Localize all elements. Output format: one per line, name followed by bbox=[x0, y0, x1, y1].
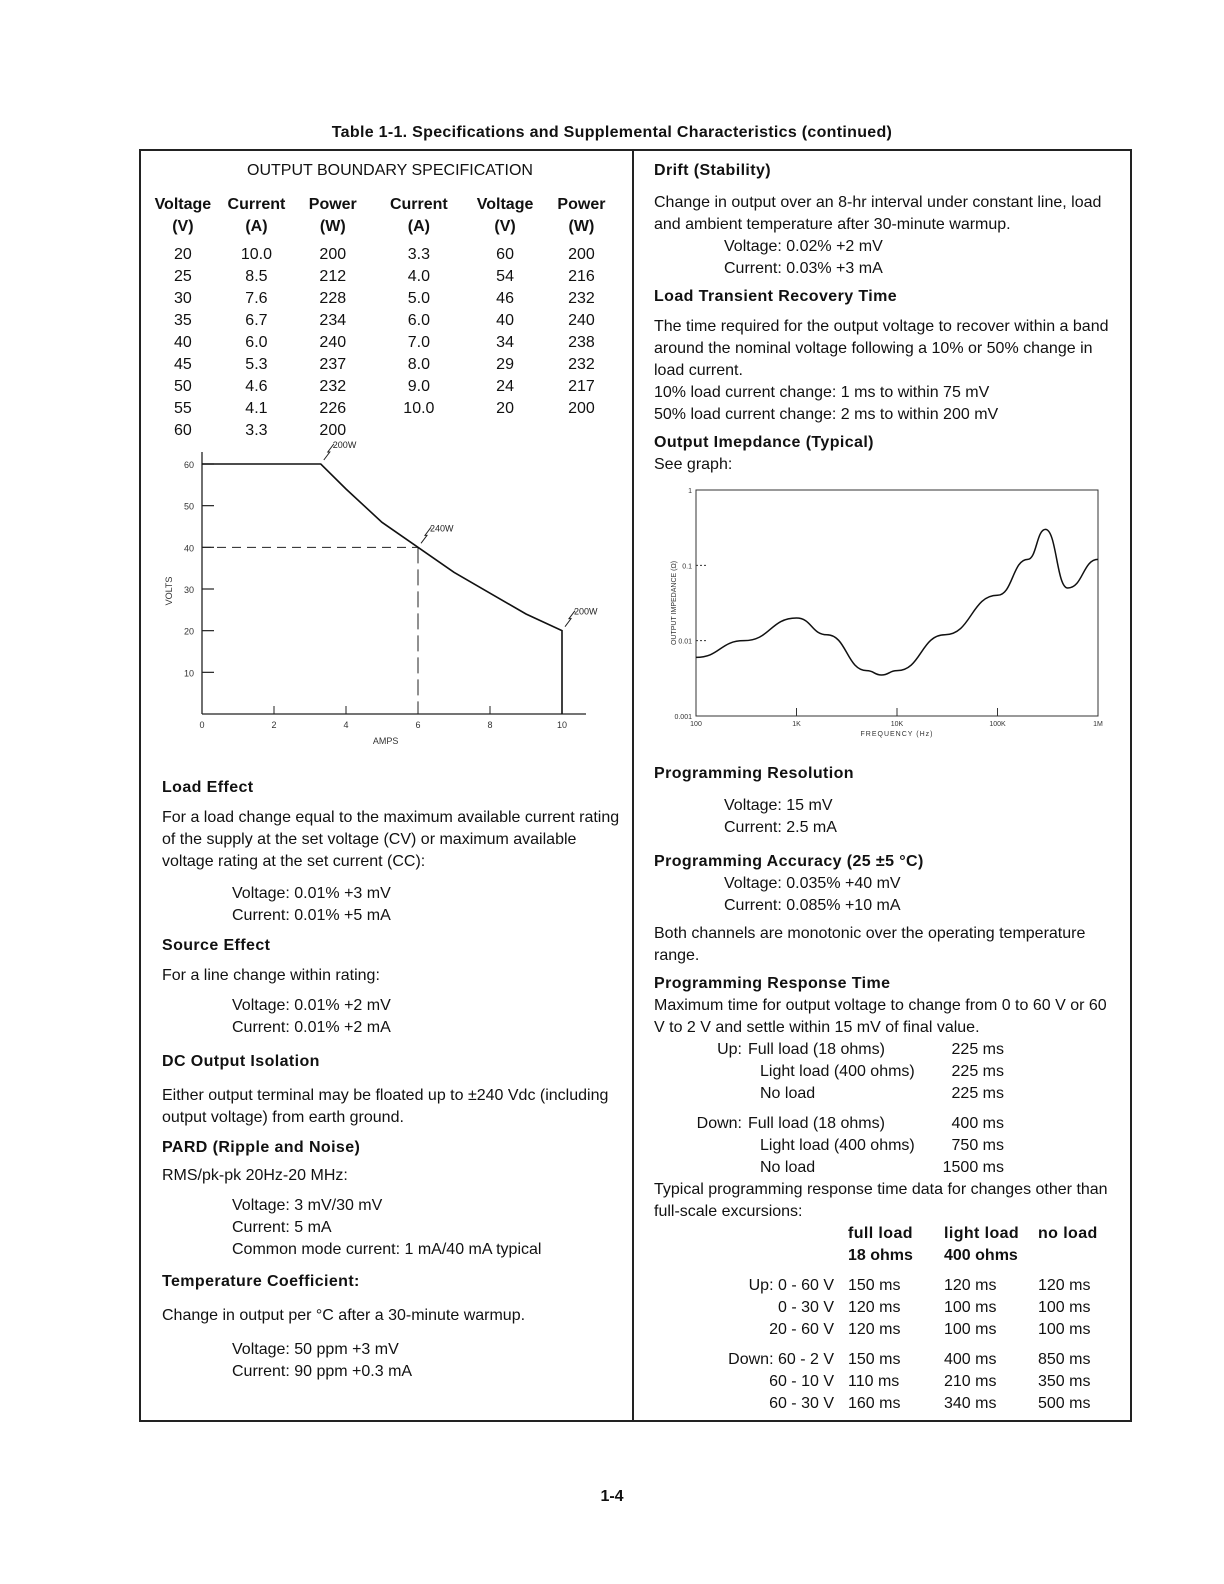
accuracy-heading: Programming Accuracy (25 ±5 °C) bbox=[654, 853, 924, 870]
temp-body: Change in output per °C after a 30-minute warmup. bbox=[162, 1307, 526, 1324]
table-cell: 750 ms bbox=[951, 1137, 1004, 1154]
table-cell: 350 ms bbox=[1038, 1373, 1091, 1390]
table-cell: 850 ms bbox=[1038, 1351, 1091, 1368]
column-header: light load bbox=[944, 1225, 1020, 1242]
table-cell bbox=[654, 1083, 742, 1105]
table-cell: 60 - 10 V bbox=[769, 1373, 834, 1390]
table-cell: No load bbox=[760, 1085, 816, 1102]
table-cell: Power bbox=[308, 196, 357, 213]
left-column bbox=[150, 160, 622, 1383]
table-cell: 4.6 bbox=[245, 378, 268, 395]
table-cell: 50 bbox=[173, 378, 192, 395]
table-cell bbox=[469, 420, 541, 442]
typical-row bbox=[654, 1341, 1114, 1371]
boundary-title: OUTPUT BOUNDARY SPECIFICATION bbox=[247, 162, 533, 179]
x-tick-label: 10K bbox=[890, 721, 904, 728]
temp-heading: Temperature Coefficient: bbox=[162, 1273, 360, 1290]
table-cell: 7.0 bbox=[407, 334, 430, 351]
x-tick-label: 100K bbox=[989, 721, 1006, 728]
table-cell bbox=[654, 1135, 742, 1157]
table-cell: Full load (18 ohms) bbox=[748, 1041, 885, 1058]
typical-subheader-row bbox=[654, 1245, 1114, 1267]
table-cell: 54 bbox=[496, 268, 514, 285]
x-tick-label: 6 bbox=[415, 720, 421, 730]
table-cell: 110 ms bbox=[848, 1373, 900, 1390]
y-tick-label: 20 bbox=[183, 626, 194, 637]
table-cell: 0 - 30 V bbox=[777, 1299, 834, 1316]
response-row bbox=[654, 1135, 1004, 1157]
table-cell: 226 bbox=[319, 400, 347, 417]
typical-row bbox=[654, 1393, 1114, 1415]
table-cell: 240 bbox=[319, 334, 347, 351]
response-row bbox=[654, 1061, 1004, 1083]
load-effect-body: For a load change equal to the maximum available current rating of the supply at the set voltage (CV) or maximum available voltage rating at the set current (CC): bbox=[162, 809, 620, 870]
table-cell: 6.0 bbox=[245, 334, 268, 351]
x-axis-label: FREQUENCY (Hz) bbox=[860, 731, 934, 738]
typical-row bbox=[654, 1275, 1114, 1297]
table-cell: 212 bbox=[319, 268, 347, 285]
output-impedance-chart bbox=[654, 476, 1114, 756]
table-cell: 4.1 bbox=[245, 400, 268, 417]
x-tick-label: 8 bbox=[487, 720, 493, 730]
table-cell: 232 bbox=[568, 290, 595, 307]
table-row bbox=[150, 398, 622, 420]
table-cell: 45 bbox=[173, 356, 192, 373]
table-cell: 5.3 bbox=[245, 356, 268, 373]
y-tick-label: 50 bbox=[183, 501, 194, 512]
table-cell: Down: 60 - 2 V bbox=[728, 1351, 834, 1368]
transient-line2: 50% load current change: 2 ms to within 200 mV bbox=[654, 406, 999, 423]
response-row bbox=[654, 1083, 1004, 1105]
table-cell bbox=[541, 420, 622, 442]
table-row bbox=[150, 354, 622, 376]
typical-response-table bbox=[654, 1223, 1114, 1415]
drift-heading: Drift (Stability) bbox=[654, 162, 772, 179]
page-number: 1-4 bbox=[600, 1488, 624, 1505]
boundary-table bbox=[150, 194, 622, 442]
accuracy-note: Both channels are monotonic over the operating temperature range. bbox=[654, 925, 1086, 964]
pard-voltage: Voltage: 3 mV/30 mV bbox=[232, 1197, 383, 1214]
table-cell: 238 bbox=[568, 334, 595, 351]
table-cell: 400 ms bbox=[944, 1351, 997, 1368]
table-cell: 225 ms bbox=[951, 1041, 1004, 1058]
table-cell: 210 ms bbox=[944, 1373, 997, 1390]
response-row bbox=[654, 1105, 1004, 1135]
temp-current: Current: 90 ppm +0.3 mA bbox=[232, 1363, 413, 1380]
table-cell: 232 bbox=[319, 378, 347, 395]
table-cell: 200 bbox=[319, 422, 347, 439]
table-row bbox=[150, 288, 622, 310]
power-annotation: 200W bbox=[332, 440, 357, 450]
table-cell: 60 bbox=[496, 246, 514, 263]
table-cell: (A) bbox=[407, 218, 430, 235]
x-tick-label: 0 bbox=[199, 720, 205, 730]
x-tick-label: 100 bbox=[690, 721, 702, 728]
table-cell: 225 ms bbox=[951, 1085, 1004, 1102]
column-header: full load bbox=[848, 1225, 913, 1242]
accuracy-voltage: Voltage: 0.035% +40 mV bbox=[724, 875, 901, 892]
table-cell: 60 bbox=[173, 422, 192, 439]
typical-row bbox=[654, 1371, 1114, 1393]
table-cell: (W) bbox=[568, 218, 595, 235]
table-header-row bbox=[150, 194, 622, 216]
table-row bbox=[150, 420, 622, 442]
x-tick-label: 1M bbox=[1093, 721, 1103, 728]
typical-row bbox=[654, 1319, 1114, 1341]
table-cell bbox=[368, 420, 469, 442]
response-heading: Programming Response Time bbox=[654, 975, 891, 992]
pard-sub: RMS/pk-pk 20Hz-20 MHz: bbox=[162, 1167, 348, 1184]
response-body: Maximum time for output voltage to change from 0 to 60 V or 60 V to 2 V and settle within 15 mV of final value. bbox=[654, 997, 1107, 1036]
dc-isolation-heading: DC Output Isolation bbox=[162, 1053, 320, 1070]
response-row bbox=[654, 1039, 1004, 1061]
load-effect-voltage: Voltage: 0.01% +3 mV bbox=[232, 885, 391, 902]
y-tick-label: 0.001 bbox=[674, 714, 692, 721]
table-cell: 20 - 60 V bbox=[769, 1321, 834, 1338]
resolution-voltage: Voltage: 15 mV bbox=[724, 797, 833, 814]
table-cell: 234 bbox=[319, 312, 347, 329]
typical-row bbox=[654, 1297, 1114, 1319]
column-subheader bbox=[1038, 1245, 1114, 1267]
table-cell: 150 ms bbox=[848, 1277, 901, 1294]
table-cell: 120 ms bbox=[848, 1299, 901, 1316]
table-cell: 10.0 bbox=[240, 246, 272, 263]
table-cell: 30 bbox=[173, 290, 192, 307]
response-time-table bbox=[654, 1039, 1004, 1179]
column-subheader: 400 ohms bbox=[944, 1247, 1018, 1264]
table-cell: 40 bbox=[496, 312, 514, 329]
impedance-heading: Output Imepdance (Typical) bbox=[654, 434, 874, 451]
source-effect-heading: Source Effect bbox=[162, 937, 271, 954]
dc-isolation-body: Either output terminal may be floated up to ±240 Vdc (including output voltage) from earth ground. bbox=[162, 1087, 609, 1126]
table-cell: (A) bbox=[245, 218, 268, 235]
table-cell: 120 ms bbox=[848, 1321, 901, 1338]
table-cell: Current bbox=[227, 196, 286, 213]
resolution-heading: Programming Resolution bbox=[654, 765, 854, 782]
y-tick-label: 30 bbox=[183, 585, 194, 595]
table-cell bbox=[654, 1061, 742, 1083]
table-cell: 24 bbox=[496, 378, 514, 395]
table-row bbox=[150, 376, 622, 398]
y-tick-label: 1 bbox=[688, 488, 692, 495]
table-row bbox=[150, 310, 622, 332]
table-cell: 4.0 bbox=[407, 268, 430, 285]
table-cell: 200 bbox=[568, 246, 595, 263]
load-effect-section bbox=[150, 777, 622, 1383]
table-cell: 20 bbox=[173, 246, 192, 263]
column-divider bbox=[632, 149, 634, 1422]
table-cell: Light load (400 ohms) bbox=[760, 1063, 915, 1080]
column-subheader: 18 ohms bbox=[848, 1247, 913, 1264]
output-boundary-chart bbox=[150, 440, 622, 762]
impedance-body: See graph: bbox=[654, 456, 733, 473]
table-cell: 237 bbox=[319, 356, 347, 373]
y-tick-label: 10 bbox=[183, 668, 194, 679]
table-cell: 216 bbox=[568, 268, 595, 285]
table-cell: 1500 ms bbox=[942, 1159, 1004, 1176]
table-cell: 25 bbox=[173, 268, 192, 285]
table-row bbox=[150, 332, 622, 354]
table-cell: Down: bbox=[696, 1115, 742, 1132]
y-tick-label: 60 bbox=[183, 460, 194, 470]
table-cell: Up: bbox=[717, 1041, 742, 1058]
table-cell: 150 ms bbox=[848, 1351, 901, 1368]
table-cell: 3.3 bbox=[407, 246, 430, 263]
table-row bbox=[150, 266, 622, 288]
transient-line1: 10% load current change: 1 ms to within 75 mV bbox=[654, 384, 990, 401]
table-row bbox=[150, 244, 622, 266]
table-cell: (W) bbox=[319, 218, 346, 235]
table-cell: 500 ms bbox=[1038, 1395, 1091, 1412]
x-axis-label: AMPS bbox=[372, 736, 399, 746]
source-effect-voltage: Voltage: 0.01% +2 mV bbox=[232, 997, 391, 1014]
y-axis-label: OUTPUT IMPEDANCE (Ω) bbox=[671, 560, 678, 646]
table-cell: Light load (400 ohms) bbox=[760, 1137, 915, 1154]
table-cell: 40 bbox=[173, 334, 192, 351]
table-cell: 100 ms bbox=[944, 1299, 997, 1316]
table-caption: Table 1-1. Specifications and Supplemental Characteristics (continued) bbox=[331, 124, 893, 141]
table-units-row bbox=[150, 216, 622, 238]
pard-common: Common mode current: 1 mA/40 mA typical bbox=[232, 1241, 542, 1258]
source-effect-current: Current: 0.01% +2 mA bbox=[232, 1019, 391, 1036]
x-tick-label: 1K bbox=[792, 721, 801, 728]
table-cell: 6.7 bbox=[245, 312, 268, 329]
table-cell: 100 ms bbox=[1038, 1321, 1091, 1338]
table-cell: 20 bbox=[496, 400, 514, 417]
drift-voltage: Voltage: 0.02% +2 mV bbox=[724, 238, 883, 255]
drift-body: Change in output over an 8-hr interval under constant line, load and ambient temperature after 30-minute warmup. bbox=[654, 194, 1102, 233]
table-cell: Current bbox=[389, 196, 448, 213]
table-cell: 240 bbox=[568, 312, 595, 329]
y-tick-label: 0.01 bbox=[678, 638, 692, 646]
power-annotation: 200W bbox=[574, 606, 598, 617]
table-cell: 217 bbox=[568, 378, 595, 395]
table-cell: 8.0 bbox=[407, 356, 430, 373]
table-cell: 340 ms bbox=[944, 1395, 997, 1412]
table-cell: 100 ms bbox=[944, 1321, 997, 1338]
resolution-current: Current: 2.5 mA bbox=[724, 819, 837, 836]
table-cell: 120 ms bbox=[944, 1277, 997, 1294]
table-cell: 232 bbox=[568, 356, 595, 373]
pard-heading: PARD (Ripple and Noise) bbox=[162, 1139, 361, 1156]
source-effect-body: For a line change within rating: bbox=[162, 967, 380, 984]
table-cell: (V) bbox=[172, 218, 194, 235]
table-cell: Voltage bbox=[476, 196, 534, 213]
table-cell: 7.6 bbox=[245, 290, 268, 307]
table-cell: 9.0 bbox=[407, 378, 430, 395]
column-header: no load bbox=[1038, 1225, 1098, 1242]
table-cell: Voltage bbox=[154, 196, 212, 213]
y-axis-label: VOLTS bbox=[164, 576, 174, 606]
table-cell: 35 bbox=[173, 312, 192, 329]
table-cell: 55 bbox=[173, 400, 192, 417]
load-effect-heading: Load Effect bbox=[162, 779, 254, 796]
table-cell: (V) bbox=[494, 218, 516, 235]
impedance-curve bbox=[696, 529, 1098, 675]
table-cell: 228 bbox=[319, 290, 347, 307]
x-tick-label: 4 bbox=[343, 720, 349, 730]
table-cell: 34 bbox=[496, 334, 514, 351]
table-cell: Power bbox=[557, 196, 606, 213]
transient-body: The time required for the output voltage to recover within a band around the nominal voltage following a 10% or 50% change in load current. bbox=[654, 318, 1109, 379]
y-tick-label: 0.1 bbox=[682, 563, 692, 571]
table-cell: Full load (18 ohms) bbox=[748, 1115, 885, 1132]
table-cell: 400 ms bbox=[951, 1115, 1004, 1132]
table-cell: 29 bbox=[496, 356, 514, 373]
drift-current: Current: 0.03% +3 mA bbox=[724, 260, 883, 277]
table-cell: 160 ms bbox=[848, 1395, 901, 1412]
table-cell: 200 bbox=[568, 400, 595, 417]
table-cell bbox=[654, 1157, 742, 1179]
table-cell: 60 - 30 V bbox=[769, 1395, 834, 1412]
accuracy-current: Current: 0.085% +10 mA bbox=[724, 897, 901, 914]
load-effect-current: Current: 0.01% +5 mA bbox=[232, 907, 391, 924]
table-cell: 6.0 bbox=[407, 312, 430, 329]
table-cell: 5.0 bbox=[407, 290, 430, 307]
table-cell: 120 ms bbox=[1038, 1277, 1091, 1294]
temp-voltage: Voltage: 50 ppm +3 mV bbox=[232, 1341, 399, 1358]
table-cell: No load bbox=[760, 1159, 816, 1176]
response-row bbox=[654, 1157, 1004, 1179]
x-tick-label: 2 bbox=[271, 720, 277, 730]
x-tick-label: 10 bbox=[556, 720, 568, 730]
table-cell: Up: 0 - 60 V bbox=[748, 1277, 834, 1294]
table-cell: 225 ms bbox=[951, 1063, 1004, 1080]
transient-heading: Load Transient Recovery Time bbox=[654, 288, 897, 305]
power-annotation: 240W bbox=[430, 523, 454, 534]
plot-frame bbox=[696, 490, 1098, 716]
boundary-curve bbox=[202, 464, 562, 714]
table-cell: 200 bbox=[319, 246, 347, 263]
table-cell: 100 ms bbox=[1038, 1299, 1091, 1316]
table-cell: 8.5 bbox=[245, 268, 268, 285]
pard-current: Current: 5 mA bbox=[232, 1219, 332, 1236]
table-cell: 46 bbox=[496, 290, 514, 307]
typical-note: Typical programming response time data for changes other than full-scale excursions: bbox=[654, 1181, 1108, 1220]
typical-header-row bbox=[654, 1223, 1114, 1245]
table-cell: 3.3 bbox=[245, 422, 268, 439]
table-cell: 10.0 bbox=[403, 400, 435, 417]
right-column bbox=[654, 160, 1114, 1415]
y-tick-label: 40 bbox=[183, 543, 194, 554]
